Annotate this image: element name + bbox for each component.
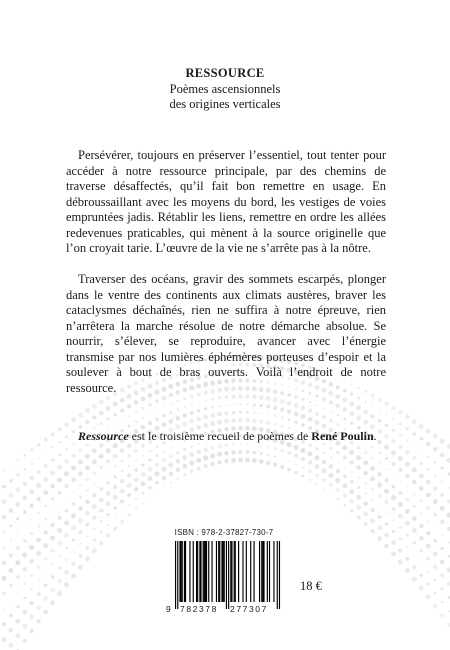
barcode-bar (221, 541, 222, 602)
barcode-bar (279, 541, 280, 609)
collection-note (66, 429, 396, 444)
barcode-bar (197, 541, 198, 602)
barcode-bar (273, 541, 274, 602)
barcode-bar (234, 541, 235, 602)
barcode-bar (228, 541, 229, 609)
barcode-bar (253, 541, 254, 602)
price-label: 18 € (300, 579, 322, 593)
barcode-bar (246, 541, 247, 602)
barcode-bar (224, 541, 225, 602)
barcode-bar (263, 541, 264, 602)
book-title: RESSOURCE (185, 66, 265, 80)
barcode-bar (230, 541, 231, 602)
barcode-bar (208, 541, 209, 602)
note-book-title: Ressource (78, 429, 129, 443)
barcode-bar (219, 541, 220, 602)
title-block (0, 66, 450, 113)
note-end: . (373, 429, 377, 443)
barcode-bar (199, 541, 200, 602)
barcode-bar (181, 541, 182, 602)
barcode-bar (206, 541, 207, 602)
barcode-bar (184, 541, 185, 602)
barcode-bar (189, 541, 190, 602)
isbn-label: ISBN : 978-2-37827-730-7 (174, 528, 274, 537)
barcode-bar (175, 541, 176, 609)
barcode-bar (211, 541, 212, 602)
book-subtitle-line-1: Poèmes ascensionnels (169, 81, 281, 96)
barcode-bar (242, 541, 243, 602)
barcode-bar (226, 541, 227, 609)
barcode-bar (182, 541, 183, 602)
barcode-bar (204, 541, 205, 602)
barcode-bar (179, 541, 180, 602)
barcode-bar (235, 541, 236, 602)
barcode-bar (262, 541, 263, 602)
barcode-bars (166, 541, 282, 609)
barcode-bar (231, 541, 232, 602)
barcode-bar (277, 541, 278, 609)
barcode-bar (267, 541, 268, 602)
barcode-bar (185, 541, 186, 602)
barcode-bar (238, 541, 239, 602)
ean-digit-first: 9 (166, 604, 171, 614)
book-subtitle-line-2: des origines verticales (169, 97, 281, 111)
blurb-paragraph-2: Traverser des océans, gravir des sommets escarpés, plonger dans le ventre des continents aux climats austères, braver les cataclysmes déchaînés, rien ne suffira à notre épreuve, rien n’arrêtera la marche résolue de notre démarche absolue. Se nourrir, s’élever, se reproduire, avancer avec l’énergie transmise par nos lumières éphémères porteuses d’espoir et la soulever à bout de bras ouverts. Voilà l’endroit de notre ressource. (66, 272, 386, 395)
ean-group-left: 782378 (180, 604, 218, 614)
barcode-bar (261, 541, 262, 602)
barcode-block (166, 528, 282, 609)
barcode-bar (250, 541, 251, 602)
barcode-bar (177, 541, 178, 609)
barcode-bar (196, 541, 197, 602)
barcode-bar (200, 541, 201, 602)
barcode-bar (193, 541, 194, 602)
blurb-paragraph-1: Persévérer, toujours en préserver l’essentiel, tout tenter pour accéder à notre ressource principale, par des chemins de traverse désaffectés, qu’il fait bon remettre en usage. En débroussaillant avec les moyens du bord, les vestiges de voies empruntées jadis. Rétablir les liens, remettre en ordre les allées redevenues praticables, qui mènent à la source originelle que l’on croyait tarie. L’œuvre de la vie ne s’arrête pas à la nôtre. (66, 148, 386, 255)
ean-group-right: 277307 (230, 604, 268, 614)
barcode-bar (205, 541, 206, 602)
barcode-bar (218, 541, 219, 602)
barcode-bar (203, 541, 204, 602)
barcode-bar (216, 541, 217, 602)
note-text: est le troisième recueil de poèmes de (128, 429, 312, 443)
barcode-bar (269, 541, 270, 602)
barcode-bar (223, 541, 224, 602)
note-author: René Poulin (311, 429, 374, 443)
barcode-bar (259, 541, 260, 602)
